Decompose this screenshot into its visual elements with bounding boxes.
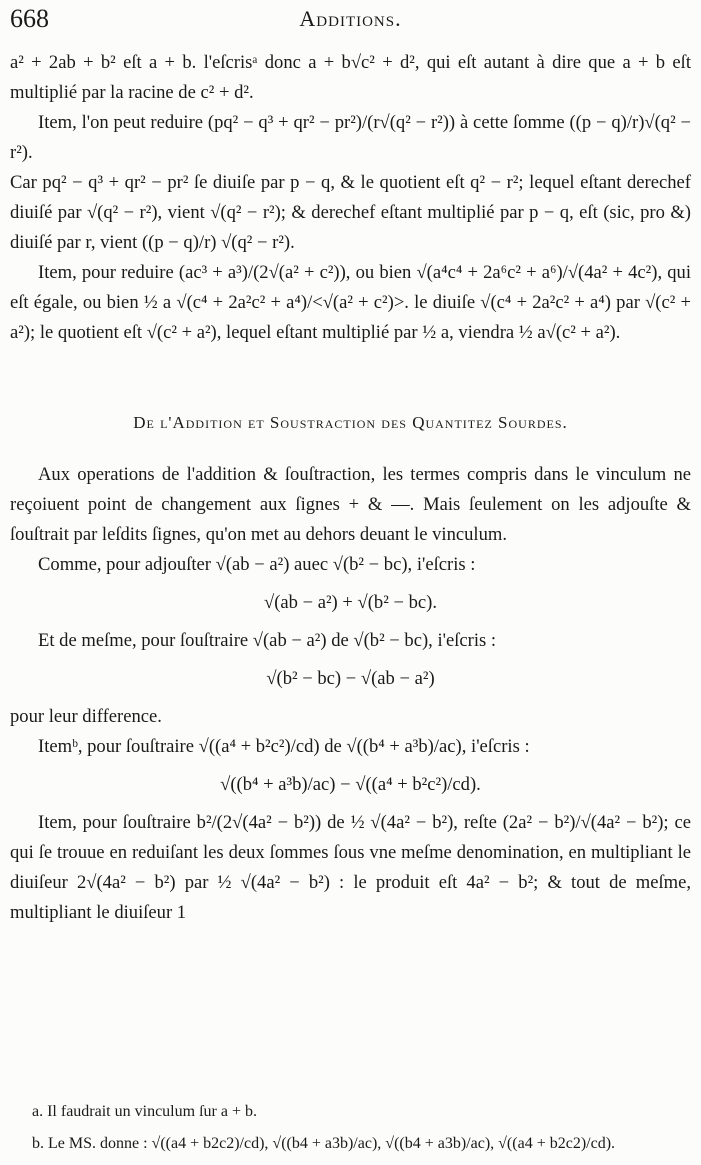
- section-paragraph-8: √((b⁴ + a³b)/ac) − √((a⁴ + b²c²)/cd).: [220, 774, 481, 795]
- section-paragraph-7: Itemᵇ, pour ſouſtraire √((a⁴ + b²c²)/cd) de √((b⁴ + a³b)/ac), i'eſcris :: [38, 736, 530, 757]
- paragraph-2: Item, l'on peut reduire (pq² − q³ + qr² − pr²)/(r√(q² − r²)) à cette ſomme ((p − q)/r)√(q² − r²).: [10, 112, 691, 163]
- section-paragraph-2: Comme, pour adjouſter √(ab − a²) auec √(b² − bc), i'eſcris :: [38, 554, 476, 575]
- footnote-a: a. Il faudrait un vinculum ſur a + b.: [32, 1103, 257, 1120]
- section-paragraph-6: pour leur difference.: [10, 706, 162, 727]
- section-heading: De l'Addition et Soustraction des Quantitez Sourdes.: [133, 413, 568, 432]
- section-paragraph-3: √(ab − a²) + √(b² − bc).: [264, 592, 437, 613]
- footnotes: [32, 1096, 691, 1160]
- section-paragraph-9: Item, pour ſouſtraire b²/(2√(4a² − b²)) de ½ √(4a² − b²), reſte (2a² − b²)/√(4a² − b²); ce qui ſe trouue en reduiſant les deux ſommes ſous vne meſme denomination, en multipliant le diuiſeur 2√(4a² − b²) par ½ √(4a² − b²) : le produit eſt 4a² − b²; & tout de meſme, multipliant le diuiſeur 1: [10, 812, 691, 923]
- running-title: Additions.: [299, 6, 402, 31]
- paragraph-1: a² + 2ab + b² eſt a + b. l'eſcrisᵃ donc a + b√c² + d², qui eſt autant à dire que a + b eſt multiplié par la racine de c² + d².: [10, 52, 691, 103]
- footnote-b: b. Le MS. donne : √((a4 + b2c2)/cd), √((b4 + a3b)/ac), √((b4 + a3b)/ac), √((a4 + b2c2)/cd).: [32, 1135, 616, 1152]
- main-text: [10, 48, 691, 928]
- section-paragraph-5: √(b² − bc) − √(ab − a²): [266, 668, 435, 689]
- opening-paragraphs: [10, 48, 691, 348]
- page-number: 668: [10, 4, 49, 33]
- paragraph-4: Item, pour reduire (ac³ + a³)/(2√(a² + c²)), ou bien √(a⁴c⁴ + 2a⁶c² + a⁶)/√(4a² + 4c²), qui eſt égale, ou bien ½ a √(c⁴ + 2a²c² + a⁴)/<√(a² + c²)>. le diuiſe √(c⁴ + 2a²c² + a⁴) par √(c² + a²); le quotient eſt √(c² + a²), lequel eſtant multiplié par ½ a, viendra ½ a√(c² + a²).: [10, 262, 691, 343]
- running-header: [10, 4, 691, 40]
- section-paragraph-4: Et de meſme, pour ſouſtraire √(ab − a²) de √(b² − bc), i'eſcris :: [38, 630, 497, 651]
- section-paragraph-1: Aux operations de l'addition & ſouſtraction, les termes compris dans le vinculum ne reçoiuent point de changement aux ſignes + & —. Mais ſeulement on les adjouſte & ſouſtrait par leſdits ſignes, qu'on met au dehors deuant le vinculum.: [10, 464, 691, 545]
- section-body: [10, 460, 691, 928]
- paragraph-3: Car pq² − q³ + qr² − pr² ſe diuiſe par p − q, & le quotient eſt q² − r²; lequel eſtant derechef diuiſé par √(q² − r²), vient √(q² − r²); & derechef eſtant multiplié par p − q, eſt (sic, pro &) diuiſé par r, vient ((p − q)/r) √(q² − r²).: [10, 172, 691, 253]
